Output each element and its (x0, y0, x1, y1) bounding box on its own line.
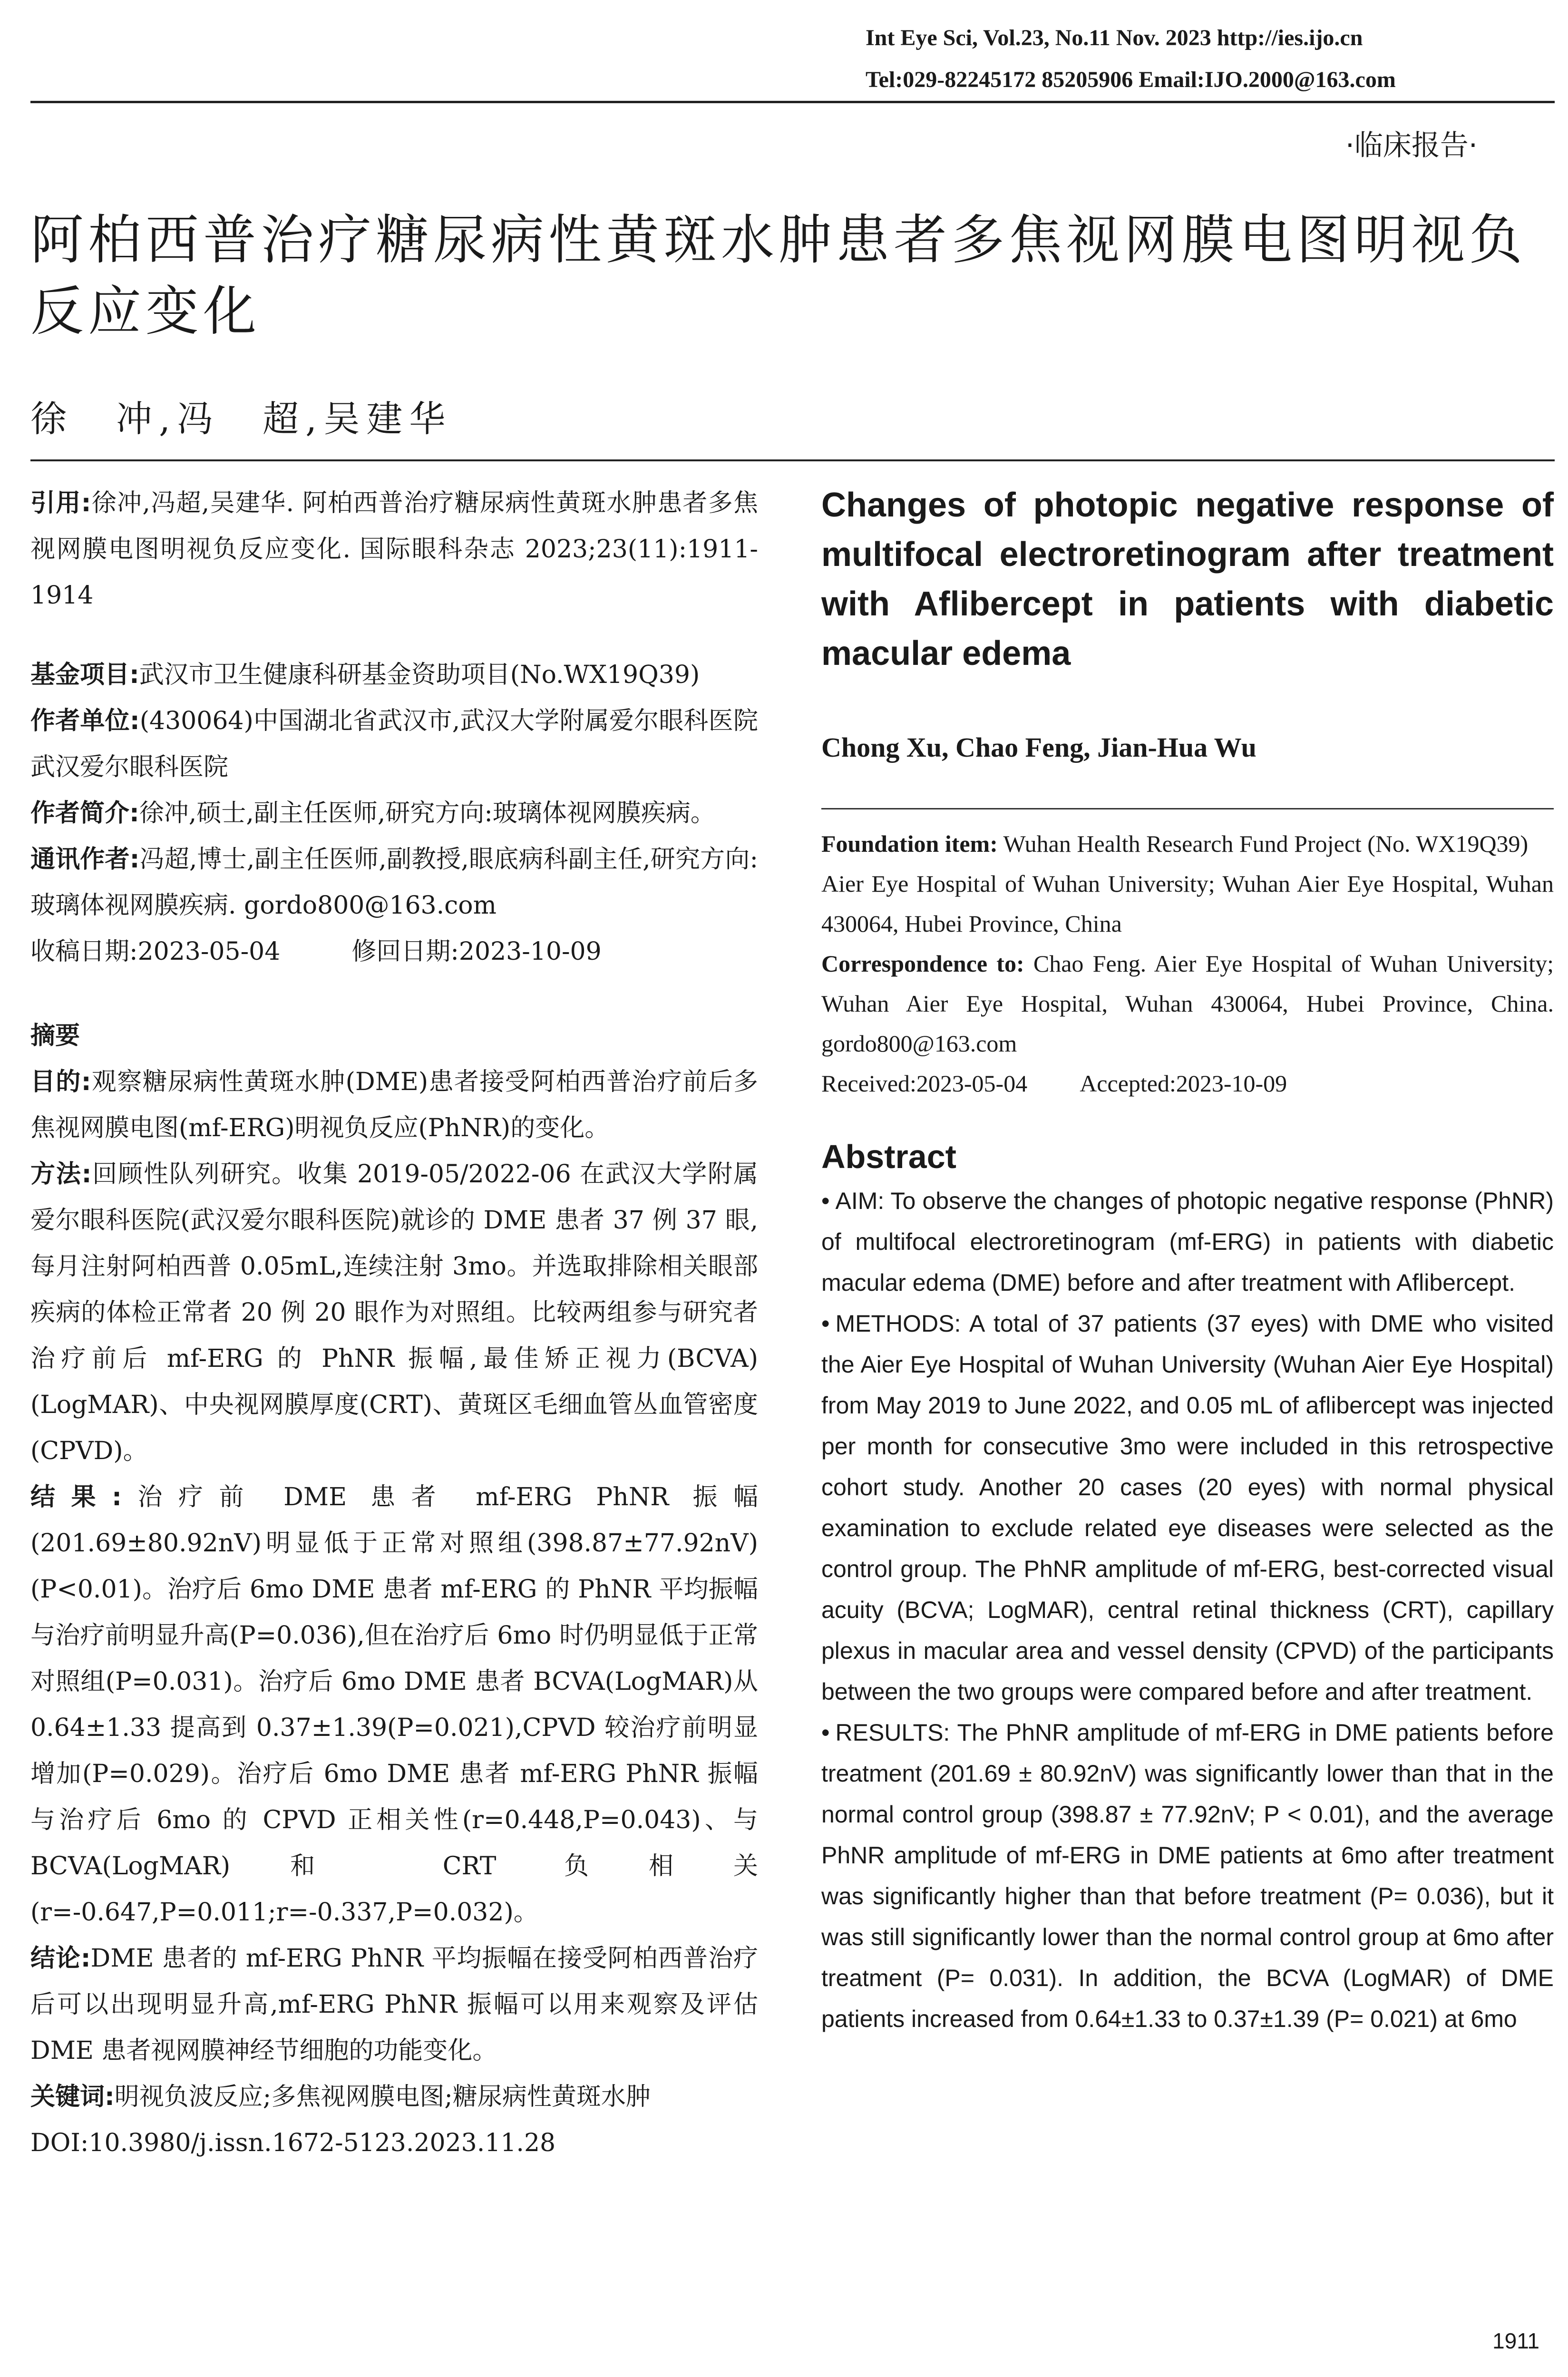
keywords-text-cn: 明视负波反应;多焦视网膜电图;糖尿病性黄斑水肿 (114, 2083, 651, 2111)
aim-label-en: AIM: (835, 1188, 885, 1214)
fund-item-en (821, 824, 1554, 864)
fund-text-en: Wuhan Health Research Fund Project (No. WX19Q39) (1003, 830, 1529, 857)
journal-contact-line: Tel:029-82245172 85205906 Email:IJO.2000@163.com (866, 67, 1396, 92)
accepted-date-en: Accepted:2023-10-09 (1080, 1070, 1287, 1097)
dates-cn (30, 929, 758, 975)
methods-text-cn: 回顾性队列研究。收集 2019-05/2022-06 在武汉大学附属爱尔眼科医院(武汉爱尔眼科医院)就诊的 DME 患者 37 例 37 眼,每月注射阿柏西普 0.05mL,连续注射 3mo。并选取排除相关眼部疾病的体检正常者 20 例 20 眼作为对照组。比较两组参与研究者治疗前后 mf-ERG 的 PhNR 振幅,最佳矫正视力(BCVA)(LogMAR)、中央视网膜厚度(CRT)、黄斑区毛细血管丛血管密度(CPVD)。 (30, 1160, 759, 1465)
meta-en (821, 824, 1554, 1103)
conclusion-text-cn: DME 患者的 mf-ERG PhNR 平均振幅在接受阿柏西普治疗后可以出现明显升高,mf-ERG PhNR 振幅可以用来观察及评估 DME 患者视网膜神经节细胞的功能变化。 (30, 1944, 758, 2065)
affiliation-label: 作者单位: (30, 707, 140, 735)
bullet-icon: • (821, 1188, 830, 1214)
conclusion-cn (30, 1936, 758, 2074)
citation-text: 徐冲,冯超,吴建华. 阿柏西普治疗糖尿病性黄斑水肿患者多焦视网膜电图明视负反应变化. 国际眼科杂志 2023;23(11):1911-1914 (30, 489, 758, 610)
received-date-cn: 收稿日期:2023-05-04 (30, 937, 281, 966)
results-text-cn: 治疗前 DME 患者 mf-ERG PhNR 振幅(201.69±80.92nV)明显低于正常对照组(398.87±77.92nV)(P<0.01)。治疗后 6mo DME 患者 mf-ERG 的 PhNR 平均振幅与治疗前明显升高(P=0.036),但在治疗后 6mo 时仍明显低于正常对照组(P=0.031)。治疗后 6mo DME 患者 BCVA(LogMAR)从 0.64±1.33 提高到 0.37±1.39(P=0.021),CPVD 较治疗前明显增加(P=0.029)。治疗后 6mo DME 患者 mf-ERG PhNR 振幅与治疗后 6mo 的 CPVD 正相关性(r=0.448,P=0.043)、与 BCVA(LogMAR)和 CRT 负相关(r=-0.647,P=0.011;r=-0.337,P=0.032)。 (30, 1483, 758, 1927)
affiliation-text: (430064)中国湖北省武汉市,武汉大学附属爱尔眼科医院 武汉爱尔眼科医院 (30, 707, 759, 781)
corr-label-en: Correspondence to: (821, 950, 1024, 977)
fund-item (30, 652, 758, 698)
bullet-icon: • (821, 1310, 830, 1337)
bullet-icon: • (821, 1719, 830, 1746)
aim-cn (30, 1059, 758, 1151)
methods-label-en: METHODS: (835, 1310, 961, 1337)
author-bio (30, 790, 758, 837)
received-date-en: Received:2023-05-04 (821, 1070, 1028, 1097)
citation-label: 引用: (30, 489, 91, 517)
methods-label-cn: 方法: (30, 1160, 92, 1188)
aim-text-cn: 观察糖尿病性黄斑水肿(DME)患者接受阿柏西普治疗前后多焦视网膜电图(mf-ERG)明视负反应(PhNR)的变化。 (30, 1068, 758, 1142)
results-label-cn: 结果: (30, 1483, 122, 1511)
corr-text-en: Chao Feng. Aier Eye Hospital of Wuhan University; Wuhan Aier Eye Hospital, Wuhan 430064, Hubei Province, China. gordo800@163.com (821, 950, 1554, 1057)
aim-label-cn: 目的: (30, 1068, 91, 1096)
corresponding-author (30, 837, 758, 929)
methods-text-en: A total of 37 patients (37 eyes) with DME who visited the Aier Eye Hospital of Wuhan University (Wuhan Aier Eye Hospital) from May 2019 to June 2022, and 0.05 mL of aflibercept was injected per month for consecutive 3mo were included in this retrospective cohort study. Another 20 cases (20 eyes) with normal physical examination to exclude related eye diseases were selected as the control group. The PhNR amplitude of mf-ERG, best-corrected visual acuity (BCVA; LogMAR), central retinal thickness (CRT), capillary plexus in macular area and vessel density (CPVD) of the participants between the two groups were compared before and after treatment. (821, 1310, 1554, 1705)
citation (30, 480, 758, 619)
bio-label: 作者简介: (30, 799, 139, 828)
abstract-en (821, 1180, 1554, 2039)
journal-info-line: Int Eye Sci, Vol.23, No.11 Nov. 2023 http://ies.ijo.cn (866, 25, 1363, 50)
affiliation-en: Aier Eye Hospital of Wuhan University; Wuhan Aier Eye Hospital, Wuhan 430064, Hubei Province, China (821, 870, 1554, 937)
doi: DOI:10.3980/j.issn.1672-5123.2023.11.28 (30, 2129, 556, 2157)
abstract-heading-cn: 摘要 (30, 1022, 80, 1050)
left-column (30, 480, 758, 2166)
dates-en (821, 1063, 1554, 1103)
header-rule (30, 101, 1555, 103)
abstract-heading-en: Abstract (821, 1138, 956, 1175)
section-tag: ·临床报告· (1345, 129, 1478, 162)
article-title-cn: 阿柏西普治疗糖尿病性黄斑水肿患者多焦视网膜电图明视负反应变化 (30, 209, 1527, 342)
revised-date-cn: 修回日期:2023-10-09 (351, 937, 602, 966)
title-rule (30, 459, 1555, 461)
fund-label-en: Foundation item: (821, 830, 998, 857)
keywords-cn (30, 2074, 758, 2120)
results-text-en: The PhNR amplitude of mf-ERG in DME patients before treatment (201.69 ± 80.92nV) was significantly lower than that in the normal control group (398.87 ± 77.92nV; P < 0.01), and the average PhNR amplitude of mf-ERG in DME patients at 6mo after treatment was significantly higher than that before treatment (P= 0.036), but it was still significantly lower than the normal control group at 6mo after treatment (P= 0.031). In addition, the BCVA (LogMAR) of DME patients increased from 0.64±1.33 to 0.37±1.39 (P= 0.021) at 6mo (821, 1719, 1554, 2032)
page-number: 1911 (1492, 2328, 1539, 2353)
affiliation (30, 698, 758, 790)
corr-text: 冯超,博士,副主任医师,副教授,眼底病科副主任,研究方向:玻璃体视网膜疾病. gordo800@163.com (30, 845, 758, 920)
fund-text: 武汉市卫生健康科研基金资助项目(No.WX19Q39) (139, 661, 700, 689)
fund-label: 基金项目: (30, 661, 139, 689)
results-label-en: RESULTS: (835, 1719, 950, 1746)
results-cn (30, 1474, 758, 1936)
methods-cn (30, 1151, 758, 1474)
results-en (821, 1712, 1554, 2039)
authors-en: Chong Xu, Chao Feng, Jian-Hua Wu (821, 732, 1256, 763)
conclusion-label-cn: 结论: (30, 1944, 91, 1973)
bio-text: 徐冲,硕士,副主任医师,研究方向:玻璃体视网膜疾病。 (139, 799, 715, 828)
authors-cn: 徐 冲,冯 超,吴建华 (30, 398, 452, 440)
aim-en (821, 1180, 1554, 1303)
corresponding-en (821, 944, 1554, 1063)
methods-en (821, 1303, 1554, 1712)
article-title-en: Changes of photopic negative response of multifocal electroretinogram after treatment with Aflibercept in patients with diabetic macular edema (821, 486, 1554, 672)
en-meta-rule (821, 808, 1554, 809)
keywords-label-cn: 关键词: (30, 2083, 115, 2111)
right-column (821, 480, 1554, 2039)
aim-text-en: To observe the changes of photopic negative response (PhNR) of multifocal electroretinogram (mf-ERG) in patients with diabetic macular edema (DME) before and after treatment with Aflibercept. (821, 1188, 1554, 1296)
corr-label: 通讯作者: (30, 845, 140, 874)
